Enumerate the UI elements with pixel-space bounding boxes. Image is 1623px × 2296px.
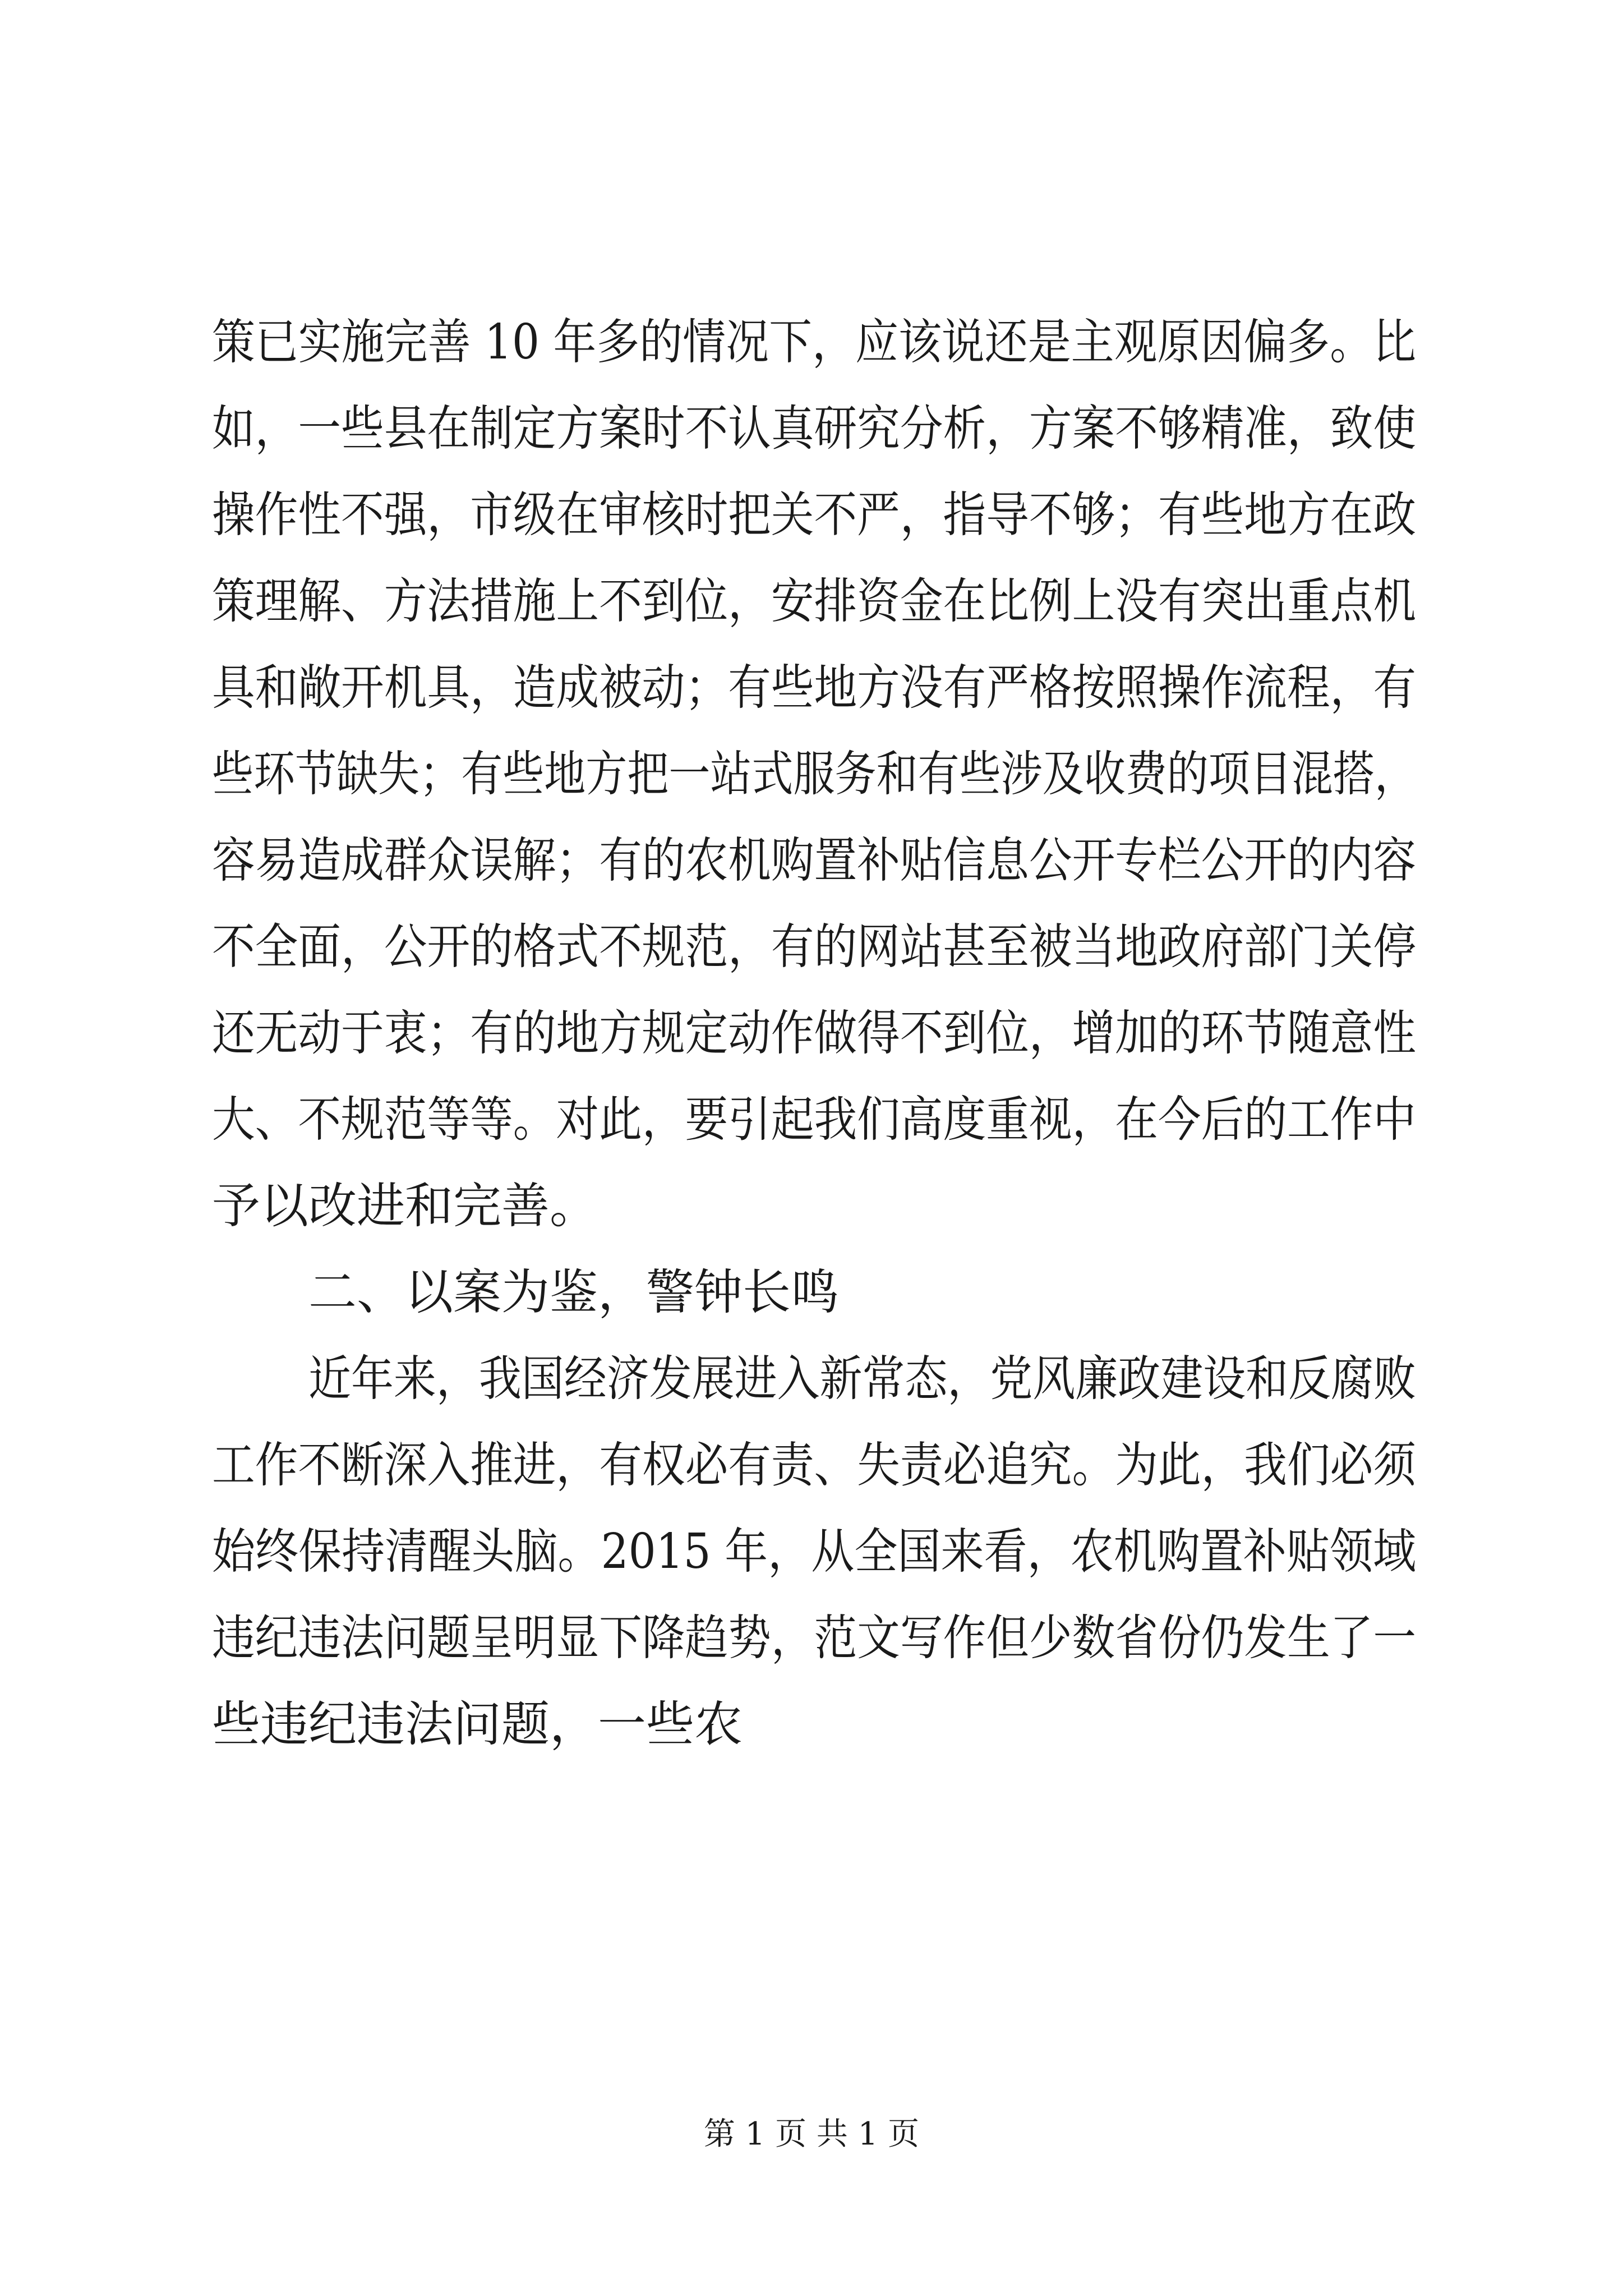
text-line: 违纪违法问题呈明显下降趋势，范文写作但少数省份仍发生了一 xyxy=(212,1610,1416,1666)
text-line: 不全面，公开的格式不规范，有的网站甚至被当地政府部门关停 xyxy=(212,919,1416,975)
section-heading: 二、以案为鉴，警钟长鸣 xyxy=(308,1264,839,1320)
text-line: 如，一些县在制定方案时不认真研究分析，方案不够精准，致使 xyxy=(212,401,1416,457)
text-line: 容易造成群众误解；有的农机购置补贴信息公开专栏公开的内容 xyxy=(212,832,1416,889)
text-line: 具和敞开机具，造成被动；有些地方没有严格按照操作流程，有 xyxy=(212,660,1416,716)
text-line: 近年来，我国经济发展进入新常态，党风廉政建设和反腐败 xyxy=(308,1351,1416,1407)
text-line: 大、不规范等等。对此，要引起我们高度重视，在今后的工作中 xyxy=(212,1092,1416,1148)
text-line: 操作性不强，市级在审核时把关不严，指导不够；有些地方在政 xyxy=(212,487,1416,543)
text-line: 始终保持清醒头脑。2015 年，从全国来看，农机购置补贴领域 xyxy=(212,1524,1417,1580)
text-line: 予以改进和完善。 xyxy=(212,1178,598,1234)
page-number-footer: 第 1 页 共 1 页 xyxy=(703,2116,920,2152)
text-line: 些环节缺失；有些地方把一站式服务和有些涉及收费的项目混搭， xyxy=(212,746,1416,802)
text-line: 策理解、方法措施上不到位，安排资金在比例上没有突出重点机 xyxy=(212,573,1416,629)
text-line: 些违纪违法问题，一些农 xyxy=(212,1696,743,1752)
text-line: 工作不断深入推进，有权必有责、失责必追究。为此，我们必须 xyxy=(212,1437,1416,1493)
text-line: 策已实施完善 10 年多的情况下，应该说还是主观原因偏多。比 xyxy=(212,314,1417,370)
text-line: 还无动于衷；有的地方规定动作做得不到位，增加的环节随意性 xyxy=(212,1005,1416,1061)
